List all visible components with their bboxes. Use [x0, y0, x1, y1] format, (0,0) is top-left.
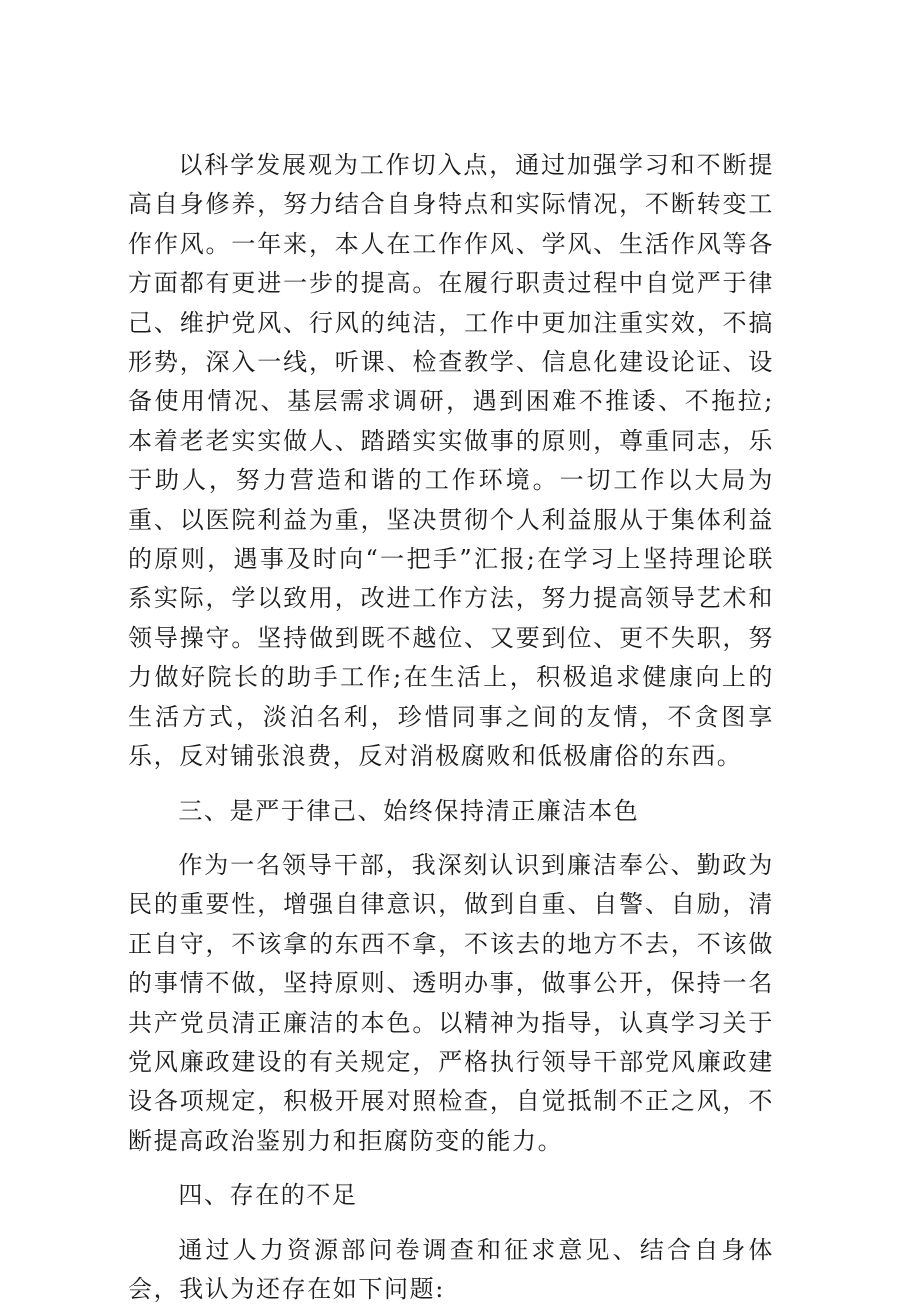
paragraph-shortcomings-intro: 通过人力资源部问卷调查和征求意见、结合自身体会，我认为还存在如下问题: — [128, 1235, 774, 1303]
section-heading-integrity: 三、是严于律己、始终保持清正廉洁本色 — [178, 796, 640, 825]
paragraph-work-style: 以科学发展观为工作切入点，通过加强学习和不断提高自身修养，努力结合自身特点和实际情况，不断转变工作作风。一年来，本人在工作作风、学风、生活作风等各方面都有更进一步的提高。在履行职责过程中自觉严于律己、维护党风、行风的纯洁，工作中更加注重实效，不搞形势，深入一线，听课、检查教学、信息化建设论证、设备使用情况、基层需求调研，遇到困难不推诿、不拖拉;本着老老实实做人、踏踏实实做事的原则，尊重同志，乐于助人，努力营造和谐的工作环境。一切工作以大局为重、以医院利益为重，坚决贯彻个人利益服从于集体利益的原则，遇事及时向“一把手”汇报;在学习上坚持理论联系实际，学以致用，改进工作方法，努力提高领导艺术和领导操守。坚持做到既不越位、又要到位、更不失职，努力做好院长的助手工作;在生活上，积极追求健康向上的生活方式，淡泊名利，珍惜同事之间的友情，不贪图享乐，反对铺张浪费，反对消极腐败和低极庸俗的东西。 — [128, 151, 774, 771]
paragraph-integrity: 作为一名领导干部，我深刻认识到廉洁奉公、勤政为民的重要性，增强自律意识，做到自重、自警、自励，清正自守，不该拿的东西不拿，不该去的地方不去，不该做的事情不做，坚持原则、透明办事，做事公开，保持一名共产党员清正廉洁的本色。以精神为指导，认真学习关于党风廉政建设的有关规定，严格执行领导干部党风廉政建设各项规定，积极开展对照检查，自觉抵制不正之风，不断提高政治鉴别力和拒腐防变的能力。 — [128, 850, 774, 1155]
document-body — [128, 146, 774, 1309]
section-heading-shortcomings: 四、存在的不足 — [178, 1181, 358, 1210]
